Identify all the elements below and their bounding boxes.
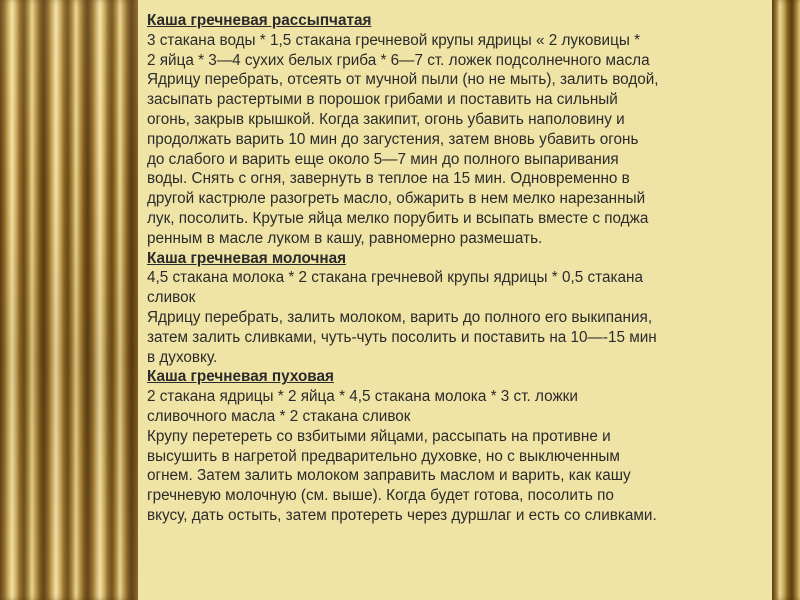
recipe-line: Ядрицу перебрать, залить молоком, варить до полного его выкипания, xyxy=(147,308,653,326)
recipe-line: огонь, закрыв крышкой. Когда закипит, огонь убавить наполовину и xyxy=(147,110,625,128)
recipe-text xyxy=(147,11,767,526)
recipe-line: затем залить сливками, чуть-чуть посолить и поставить на 10—-15 мин xyxy=(147,328,657,346)
recipe-line: до слабого и варить еще около 5—7 мин до полного выпаривания xyxy=(147,150,619,168)
recipe-line: 2 яйца * 3—4 сухих белых гриба * 6—7 ст. ложек подсолнечного масла xyxy=(147,51,650,69)
recipe-line: высушить в нагретой предварительно духовке, но с выключенным xyxy=(147,447,620,465)
recipe-line: в духовку. xyxy=(147,348,218,366)
recipe-line: воды. Снять с огня, завернуть в теплое на 15 мин. Одновременно в xyxy=(147,170,630,188)
recipe-line: другой кастрюле разогреть масло, обжарить в нем мелко нарезанный xyxy=(147,190,646,208)
recipe-line: 2 стакана ядрицы * 2 яйца * 4,5 стакана молока * 3 ст. ложки xyxy=(147,388,578,406)
recipe-title-rassypchataya: Каша гречневая рассыпчатая xyxy=(147,12,372,29)
recipe-line: засыпать растертыми в порошок грибами и поставить на сильный xyxy=(147,91,618,109)
recipe-line: вкусу, дать остыть, затем протереть через дуршлаг и есть со сливками. xyxy=(147,506,657,524)
recipe-line: лук, посолить. Крутые яйца мелко порубить и всыпать вместе с поджа xyxy=(147,209,649,227)
recipe-line: 4,5 стакана молока * 2 стакана гречневой крупы ядрицы * 0,5 стакана xyxy=(147,269,643,287)
decorative-column-right xyxy=(772,0,800,600)
recipe-line: 3 стакана воды * 1,5 стакана гречневой крупы ядрицы « 2 луковицы * xyxy=(147,31,641,49)
recipe-title-pukhovaya: Каша гречневая пуховая xyxy=(147,368,334,386)
recipe-line: огнем. Затем залить молоком заправить маслом и варить, как кашу xyxy=(147,467,631,485)
recipe-line: продолжать варить 10 мин до загустения, затем вновь убавить огонь xyxy=(147,130,639,148)
decorative-column-left-sheen xyxy=(0,0,138,600)
recipe-line: сливок xyxy=(147,289,196,307)
recipe-line: гречневую молочную (см. выше). Когда будет готова, посолить по xyxy=(147,487,614,505)
recipe-title-molochnaya: Каша гречневая молочная xyxy=(147,249,347,267)
recipe-line: ренным в масле луком в кашу, равномерно размешать. xyxy=(147,229,543,247)
recipe-line: Крупу перетереть со взбитыми яйцами, рассыпать на противне и xyxy=(147,427,611,445)
recipe-line: Ядрицу перебрать, отсеять от мучной пыли (но не мыть), залить водой, xyxy=(147,71,659,89)
recipe-line: сливочного масла * 2 стакана сливок xyxy=(147,407,411,425)
